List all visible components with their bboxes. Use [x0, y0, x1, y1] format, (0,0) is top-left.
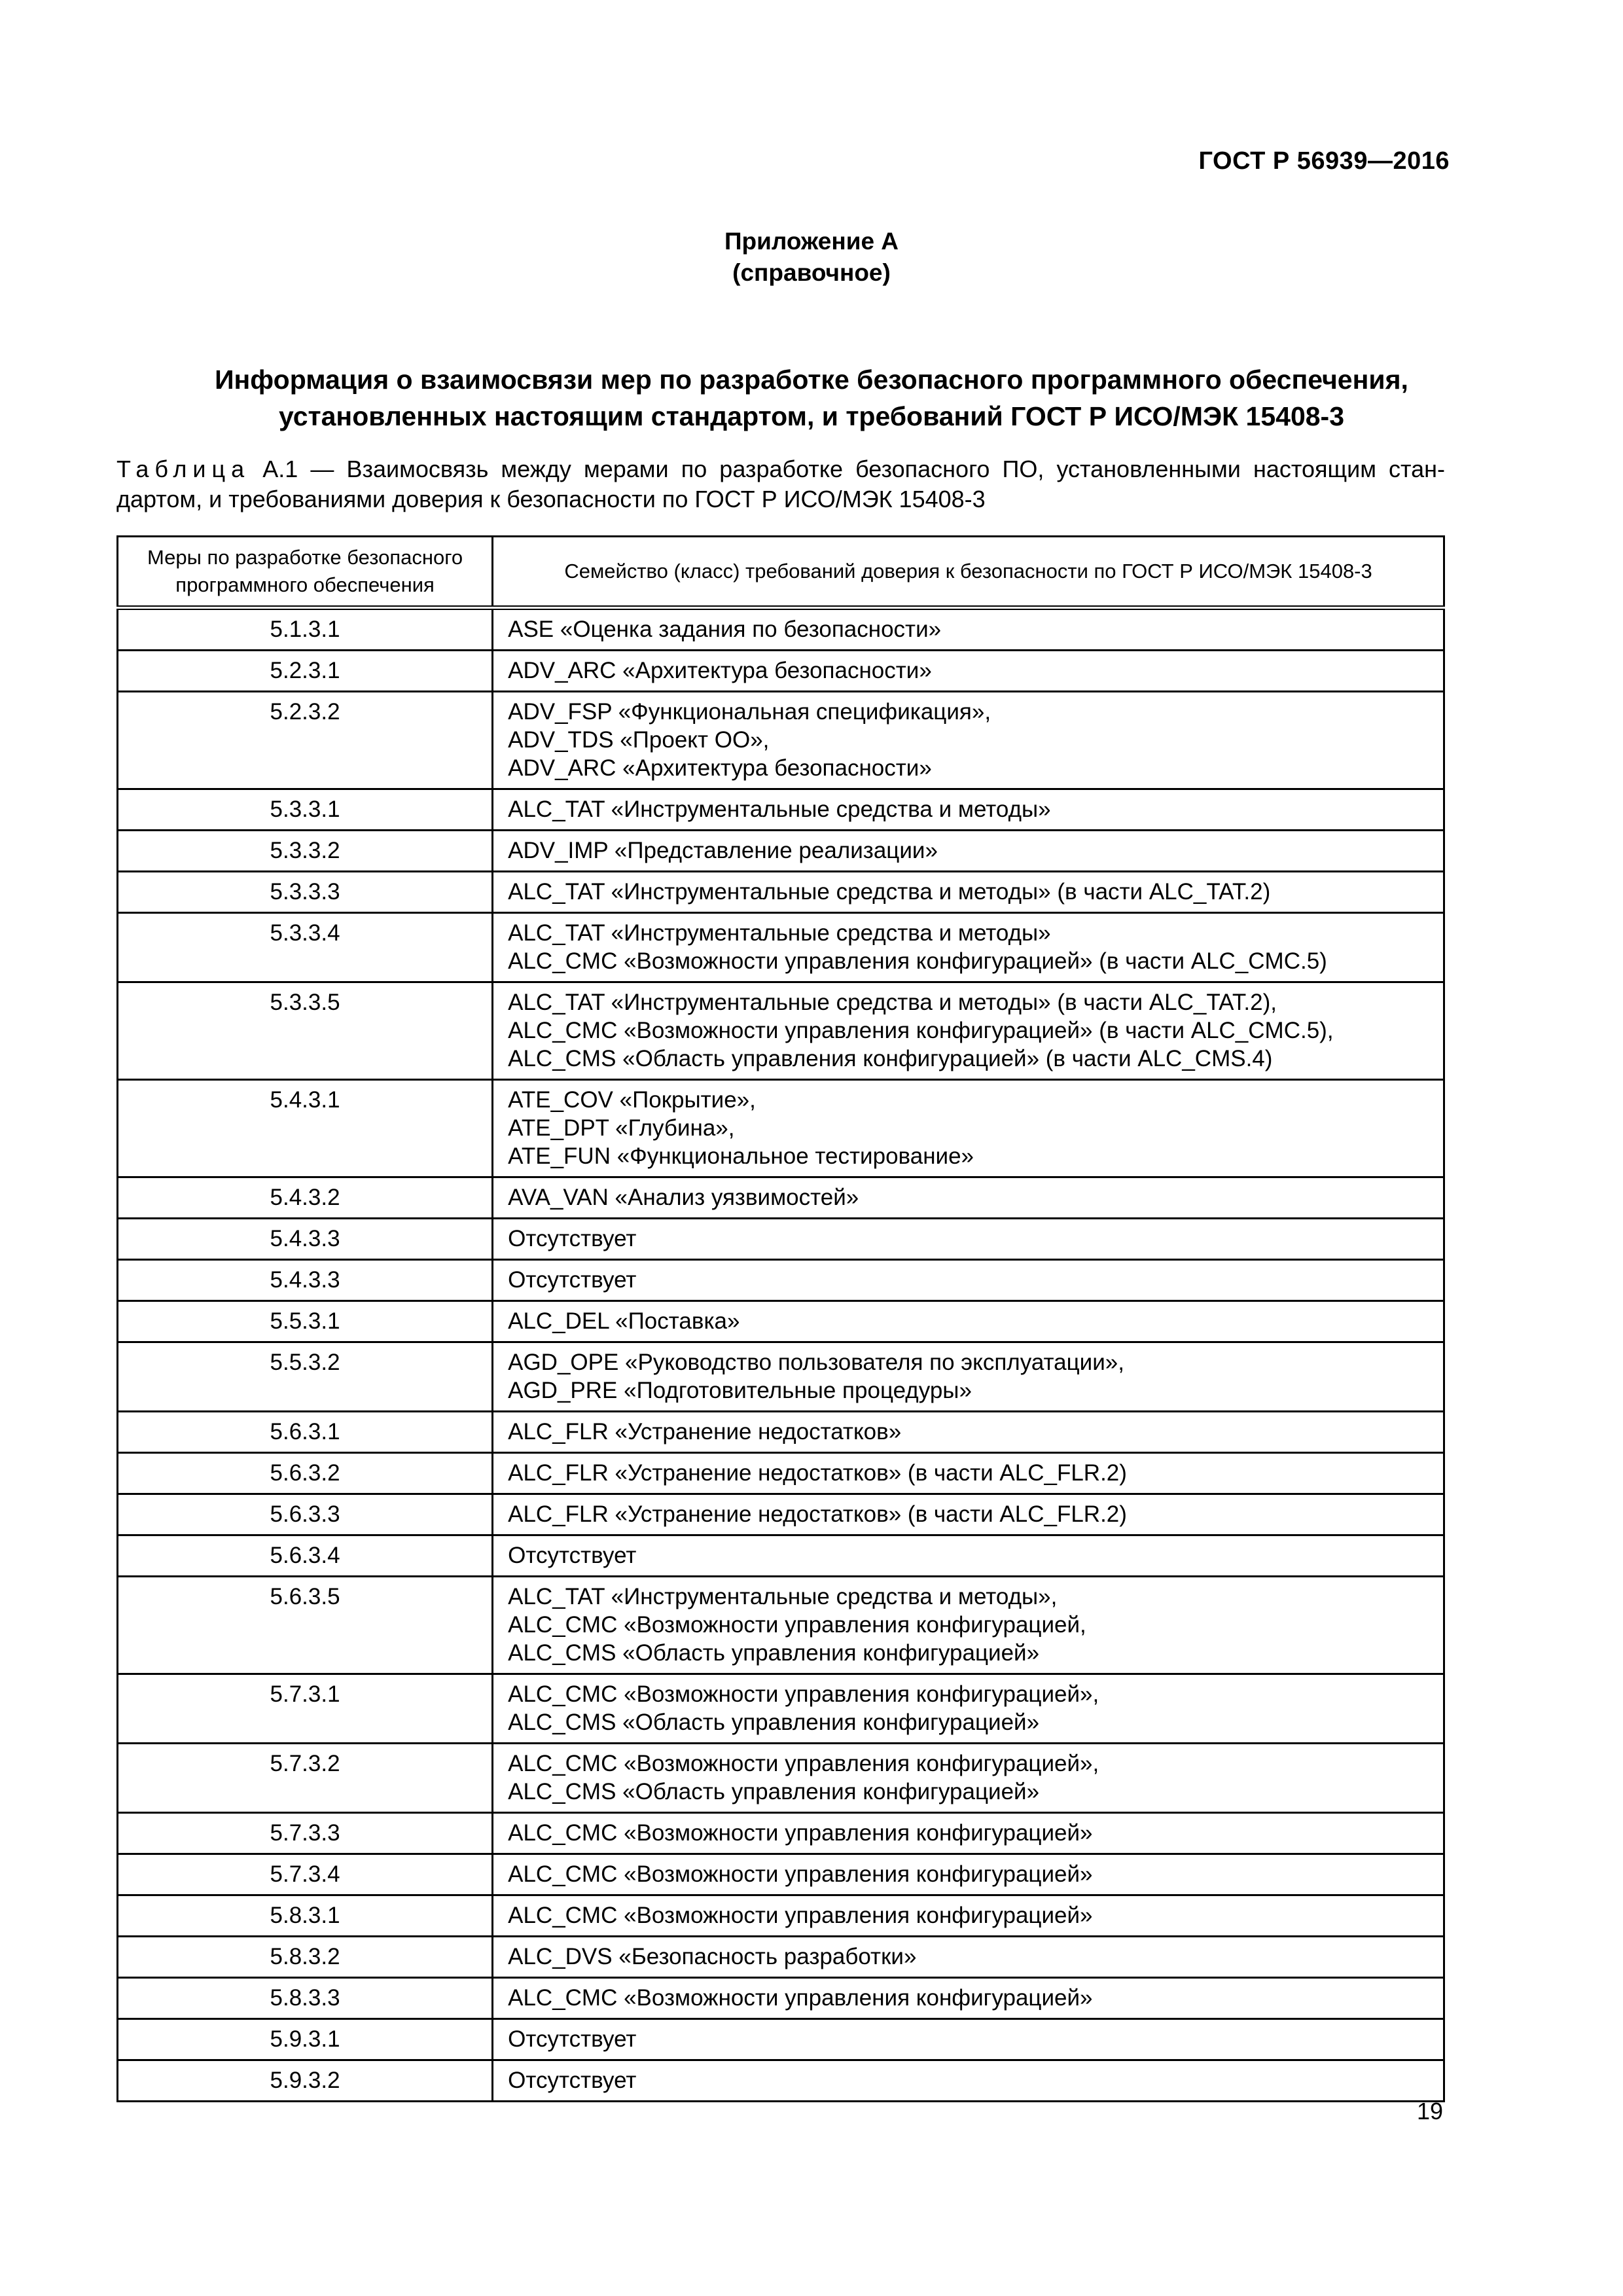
requirements-cell [493, 1674, 1444, 1744]
requirements-cell [493, 2019, 1444, 2060]
table-row [118, 1937, 1444, 1978]
document-code: ГОСТ Р 56939—2016 [1198, 147, 1450, 175]
measure-cell: 5.3.3.4 [118, 913, 493, 982]
table-body [118, 608, 1444, 2102]
measure-cell: 5.7.3.4 [118, 1854, 493, 1895]
requirements-cell [493, 651, 1444, 692]
table-row [118, 1494, 1444, 1535]
requirements-cell [493, 692, 1444, 789]
table-row [118, 2019, 1444, 2060]
table-row [118, 913, 1444, 982]
appendix-heading [0, 226, 1623, 289]
requirement-line: ALC_CMC «Возможности управления конфигурацией» (в части ALC_CMC.5), [508, 1018, 1334, 1043]
requirements-cell [493, 982, 1444, 1080]
requirements-cell [493, 1177, 1444, 1219]
table-row [118, 1080, 1444, 1177]
measure-cell: 5.6.3.3 [118, 1494, 493, 1535]
measure-cell: 5.4.3.1 [118, 1080, 493, 1177]
table-row [118, 651, 1444, 692]
measure-cell: 5.6.3.1 [118, 1412, 493, 1453]
measure-cell: 5.3.3.1 [118, 789, 493, 831]
table-row [118, 2060, 1444, 2102]
requirement-line: ALC_TAT «Инструментальные средства и методы» [508, 920, 1051, 946]
requirements-cell [493, 1535, 1444, 1577]
requirement-line: ADV_ARC «Архитектура безопасности» [508, 658, 932, 683]
requirement-line: ALC_CMC «Возможности управления конфигурацией» [508, 1903, 1093, 1928]
table-row [118, 1412, 1444, 1453]
table-row [118, 831, 1444, 872]
main-title [131, 361, 1492, 435]
requirements-cell [493, 2060, 1444, 2102]
main-title-line-2: установленных настоящим стандартом, и требований ГОСТ Р ИСО/МЭК 15408-3 [278, 401, 1345, 431]
measure-cell: 5.2.3.1 [118, 651, 493, 692]
requirement-line: ALC_FLR «Устранение недостатков» (в части ALC_FLR.2) [508, 1460, 1127, 1486]
requirements-cell [493, 1494, 1444, 1535]
table-caption-text: А.1 — Взаимосвязь между мерами по разработке безопасного ПО, установленными настоящим стан-дартом, и требованиями доверия к безопасности по ГОСТ Р ИСО/МЭК 15408-3 [116, 456, 1446, 512]
requirement-line: ATE_FUN «Функциональное тестирование» [508, 1143, 974, 1169]
measure-cell: 5.7.3.3 [118, 1813, 493, 1854]
measure-cell: 5.9.3.1 [118, 2019, 493, 2060]
requirement-line: ALC_CMS «Область управления конфигурацией» (в части ALC_CMS.4) [508, 1046, 1273, 1071]
table-row [118, 1301, 1444, 1342]
requirements-cell [493, 1301, 1444, 1342]
table-row [118, 692, 1444, 789]
requirement-line: Отсутствует [508, 2026, 637, 2052]
header-requirements-line-1: Семейство (класс) требований доверия к безопасности по ГОСТ Р ИСО/МЭК 15408-3 [564, 560, 1372, 583]
header-requirements [493, 537, 1444, 608]
requirements-cell [493, 1895, 1444, 1937]
header-measures-line-1: Меры по разработке безопасного [147, 546, 463, 569]
requirements-cell [493, 1937, 1444, 1978]
requirement-line: ALC_CMC «Возможности управления конфигурацией», [508, 1751, 1099, 1776]
table-row [118, 608, 1444, 651]
main-title-line-1: Информация о взаимосвязи мер по разработке безопасного программного обеспечения, [215, 365, 1408, 395]
table-row [118, 789, 1444, 831]
measure-cell: 5.8.3.1 [118, 1895, 493, 1937]
requirement-line: ALC_CMS «Область управления конфигурацией» [508, 1779, 1040, 1804]
measure-cell: 5.8.3.2 [118, 1937, 493, 1978]
requirements-cell [493, 1577, 1444, 1674]
requirements-cell [493, 1219, 1444, 1260]
table-row [118, 1177, 1444, 1219]
requirement-line: AVA_VAN «Анализ уязвимостей» [508, 1185, 859, 1210]
measure-cell: 5.7.3.1 [118, 1674, 493, 1744]
table-row [118, 1813, 1444, 1854]
measure-cell: 5.6.3.2 [118, 1453, 493, 1494]
table-row [118, 872, 1444, 913]
requirement-line: ALC_FLR «Устранение недостатков» (в части ALC_FLR.2) [508, 1501, 1127, 1527]
requirements-cell [493, 831, 1444, 872]
measure-cell: 5.9.3.2 [118, 2060, 493, 2102]
requirement-line: ALC_CMS «Область управления конфигурацией» [508, 1710, 1040, 1735]
table-row [118, 1744, 1444, 1813]
table-row [118, 1674, 1444, 1744]
requirement-line: Отсутствует [508, 1267, 637, 1293]
requirement-line: ATE_COV «Покрытие», [508, 1087, 756, 1113]
requirement-line: ASE «Оценка задания по безопасности» [508, 617, 942, 642]
requirement-line: ALC_CMC «Возможности управления конфигурацией» [508, 1820, 1093, 1846]
header-measures [118, 537, 493, 608]
measure-cell: 5.2.3.2 [118, 692, 493, 789]
table-caption [116, 454, 1445, 514]
measure-cell: 5.4.3.2 [118, 1177, 493, 1219]
measure-cell: 5.8.3.3 [118, 1978, 493, 2019]
requirement-line: ALC_TAT «Инструментальные средства и методы», [508, 1584, 1058, 1609]
header-measures-line-2: программного обеспечения [175, 573, 435, 596]
requirement-line: ALC_CMC «Возможности управления конфигурацией», [508, 1681, 1099, 1707]
measure-cell: 5.3.3.5 [118, 982, 493, 1080]
table-row [118, 1978, 1444, 2019]
requirements-cell [493, 1978, 1444, 2019]
requirement-line: AGD_OPE «Руководство пользователя по эксплуатации», [508, 1350, 1124, 1375]
table-header-row [118, 537, 1444, 608]
table-row [118, 1854, 1444, 1895]
requirements-cell [493, 1453, 1444, 1494]
requirements-cell [493, 1854, 1444, 1895]
requirements-cell [493, 1260, 1444, 1301]
measure-cell: 5.7.3.2 [118, 1744, 493, 1813]
requirements-cell [493, 872, 1444, 913]
correspondence-table [116, 535, 1445, 2102]
requirement-line: ALC_CMS «Область управления конфигурацией» [508, 1640, 1040, 1666]
page-number: 19 [1416, 2098, 1443, 2125]
requirement-line: ADV_TDS «Проект ОО», [508, 727, 770, 753]
table-row [118, 1895, 1444, 1937]
requirement-line: Отсутствует [508, 2068, 637, 2093]
requirement-line: ALC_CMC «Возможности управления конфигурацией» [508, 1861, 1093, 1887]
requirement-line: ALC_CMC «Возможности управления конфигурацией, [508, 1612, 1086, 1638]
measure-cell: 5.5.3.1 [118, 1301, 493, 1342]
table-row [118, 982, 1444, 1080]
requirement-line: AGD_PRE «Подготовительные процедуры» [508, 1378, 972, 1403]
appendix-subtitle: (справочное) [732, 259, 891, 286]
requirements-cell [493, 1813, 1444, 1854]
requirement-line: ADV_ARC «Архитектура безопасности» [508, 755, 932, 781]
requirement-line: Отсутствует [508, 1543, 637, 1568]
requirement-line: ALC_FLR «Устранение недостатков» [508, 1419, 902, 1444]
requirement-line: ALC_TAT «Инструментальные средства и методы» (в части ALC_TAT.2), [508, 990, 1277, 1015]
requirement-line: Отсутствует [508, 1226, 637, 1251]
requirement-line: ALC_CMC «Возможности управления конфигурацией» [508, 1985, 1093, 2011]
requirements-cell [493, 608, 1444, 651]
requirement-line: ALC_DEL «Поставка» [508, 1308, 740, 1334]
measure-cell: 5.4.3.3 [118, 1260, 493, 1301]
table-row [118, 1535, 1444, 1577]
measure-cell: 5.1.3.1 [118, 608, 493, 651]
table-row [118, 1453, 1444, 1494]
requirements-cell [493, 789, 1444, 831]
requirement-line: ADV_FSP «Функциональная спецификация», [508, 699, 991, 725]
table-row [118, 1219, 1444, 1260]
requirements-cell [493, 1744, 1444, 1813]
appendix-title: Приложение А [724, 228, 899, 255]
measure-cell: 5.3.3.3 [118, 872, 493, 913]
requirements-cell [493, 913, 1444, 982]
requirements-cell [493, 1412, 1444, 1453]
requirement-line: ATE_DPT «Глубина», [508, 1115, 735, 1141]
requirement-line: ALC_TAT «Инструментальные средства и методы» [508, 797, 1051, 822]
table-row [118, 1260, 1444, 1301]
measure-cell: 5.6.3.5 [118, 1577, 493, 1674]
requirement-line: ADV_IMP «Представление реализации» [508, 838, 938, 863]
requirement-line: ALC_TAT «Инструментальные средства и методы» (в части ALC_TAT.2) [508, 879, 1271, 905]
measure-cell: 5.3.3.2 [118, 831, 493, 872]
requirement-line: ALC_CMC «Возможности управления конфигурацией» (в части ALC_CMC.5) [508, 948, 1327, 974]
table-row [118, 1342, 1444, 1412]
measure-cell: 5.5.3.2 [118, 1342, 493, 1412]
measure-cell: 5.4.3.3 [118, 1219, 493, 1260]
requirement-line: ALC_DVS «Безопасность разработки» [508, 1944, 917, 1969]
table-row [118, 1577, 1444, 1674]
table-caption-label: Таблица [116, 456, 251, 482]
measure-cell: 5.6.3.4 [118, 1535, 493, 1577]
requirements-cell [493, 1080, 1444, 1177]
requirements-cell [493, 1342, 1444, 1412]
